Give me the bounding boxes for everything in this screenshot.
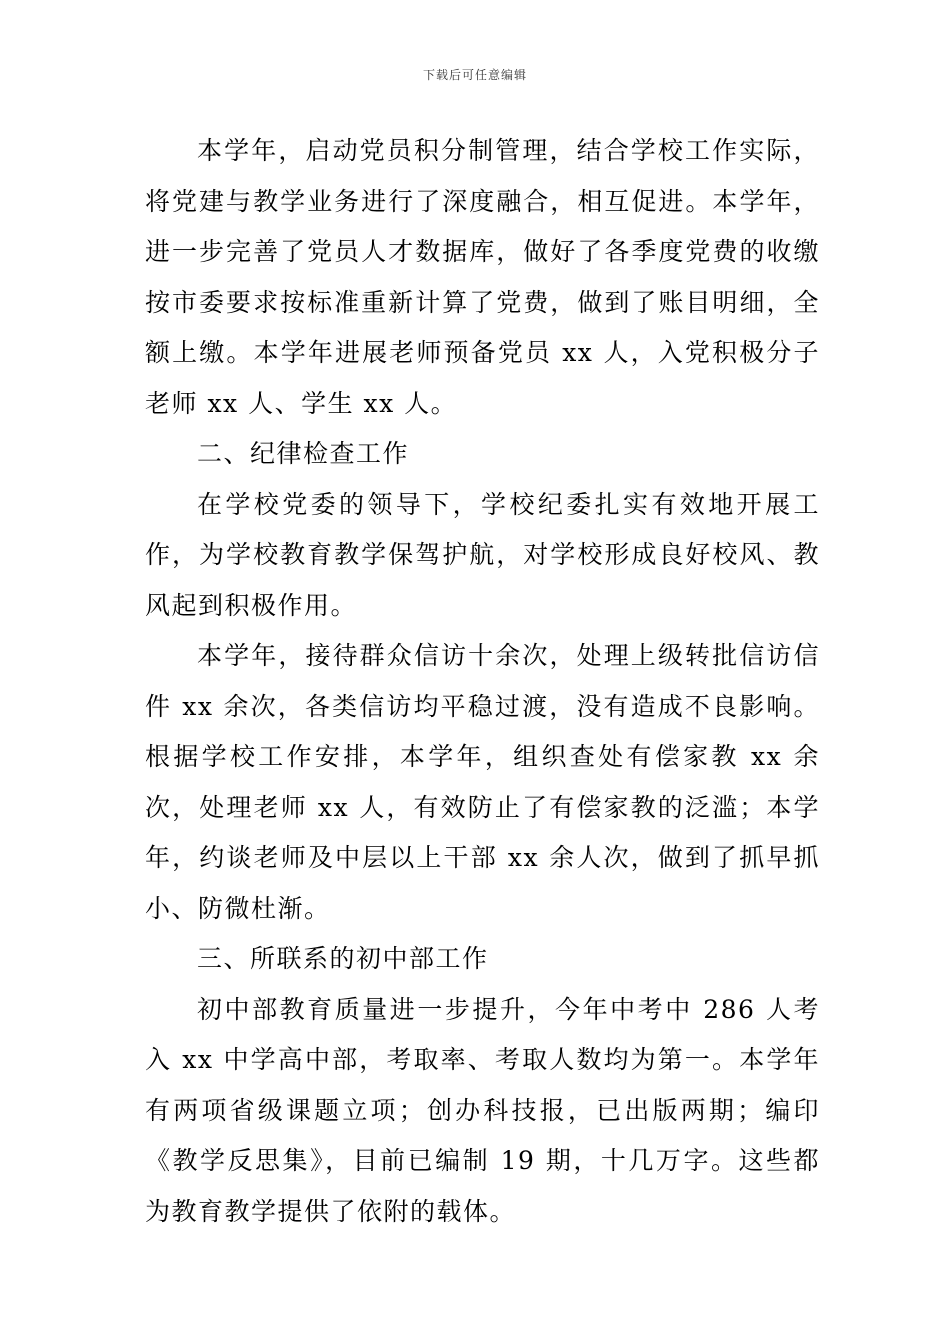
section-heading-junior-high: 三、所联系的初中部工作 <box>197 944 489 973</box>
section-heading-discipline: 二、纪律检查工作 <box>197 439 410 468</box>
paragraph-party-building: 本学年，启动党员积分制管理，结合学校工作实际，将党建与教学业务进行了深度融合，相互促进。本学年，进一步完善了党员人才数据库，做好了各季度党费的收缴按市委要求按标准重新计算了党费，做到了账目明细，全额上缴。本学年进展老师预备党员 xx 人，入党积极分子老师 xx 人、学生 xx 人。 <box>145 136 820 418</box>
document-body <box>145 126 820 1237</box>
header-note: 下载后可任意编辑 <box>422 68 527 82</box>
paragraph-junior-high: 初中部教育质量进一步提升，今年中考中 286 人考入 xx 中学高中部，考取率、考取人数均为第一。本学年有两项省级课题立项；创办科技报，已出版两期；编印《教学反思集》，目前已编制 19 期，十几万字。这些都为教育教学提供了依附的载体。 <box>145 994 820 1226</box>
paragraph-petitions: 本学年，接待群众信访十余次，处理上级转批信访信件 xx 余次，各类信访均平稳过渡，没有造成不良影响。根据学校工作安排，本学年，组织查处有偿家教 xx 余次，处理老师 xx 人，有效防止了有偿家教的泛滥；本学年，约谈老师及中层以上干部 xx 余人次，做到了抓早抓小、防微杜渐。 <box>145 641 820 923</box>
paragraph-discipline-intro: 在学校党委的领导下，学校纪委扎实有效地开展工作，为学校教育教学保驾护航，对学校形成良好校风、教风起到积极作用。 <box>145 489 820 620</box>
